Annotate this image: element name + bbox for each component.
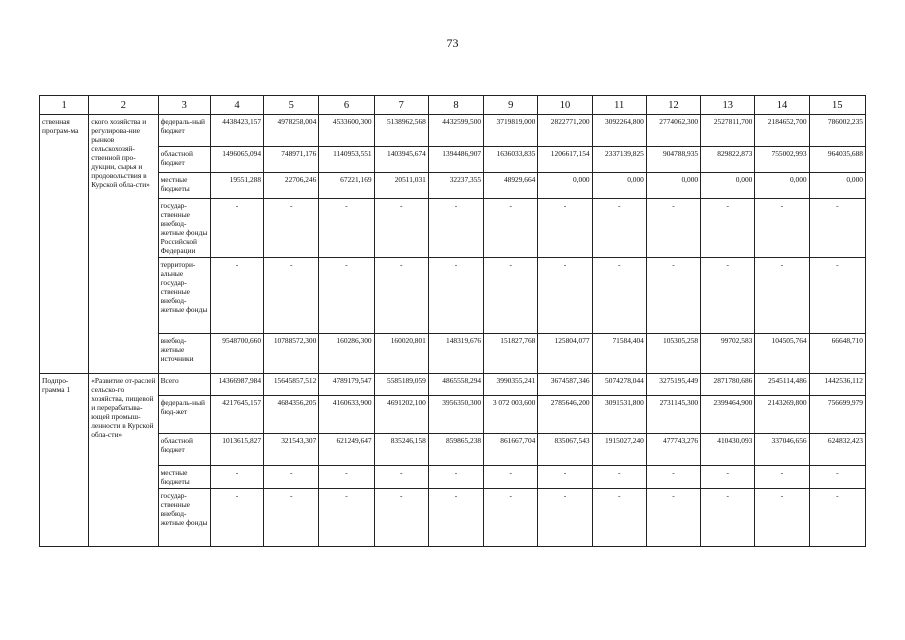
value-cell: - bbox=[319, 489, 374, 547]
column-header: 2 bbox=[89, 96, 158, 115]
value-cell: - bbox=[374, 199, 428, 258]
value-cell: 5585189,059 bbox=[374, 374, 428, 396]
value-cell: 2545114,486 bbox=[755, 374, 809, 396]
value-cell: 755002,993 bbox=[755, 147, 809, 173]
page-number: 73 bbox=[446, 36, 459, 50]
value-cell: - bbox=[538, 489, 592, 547]
value-cell: - bbox=[592, 489, 646, 547]
value-cell: - bbox=[264, 489, 319, 547]
value-cell: - bbox=[701, 199, 755, 258]
column-header: 14 bbox=[755, 96, 809, 115]
value-cell: 1636033,835 bbox=[484, 147, 538, 173]
value-cell: 2527811,700 bbox=[701, 115, 755, 147]
value-cell: 3091531,800 bbox=[592, 396, 646, 434]
value-cell: 4217645,157 bbox=[210, 396, 263, 434]
value-cell: 0,000 bbox=[755, 173, 809, 199]
value-cell: 337046,656 bbox=[755, 434, 809, 466]
value-cell: - bbox=[538, 466, 592, 489]
value-cell: - bbox=[592, 466, 646, 489]
value-cell: 66648,710 bbox=[809, 334, 865, 374]
value-cell: 4438423,157 bbox=[210, 115, 263, 147]
value-cell: 1442536,112 bbox=[809, 374, 865, 396]
table-row bbox=[40, 173, 866, 199]
value-cell: 1206617,154 bbox=[538, 147, 592, 173]
table-row bbox=[40, 258, 866, 334]
value-cell: 2184652,700 bbox=[755, 115, 809, 147]
table-row bbox=[40, 334, 866, 374]
value-cell: 3990355,241 bbox=[484, 374, 538, 396]
value-cell: - bbox=[484, 199, 538, 258]
value-cell: 9548700,660 bbox=[210, 334, 263, 374]
header-row bbox=[40, 96, 866, 115]
value-cell: - bbox=[646, 199, 700, 258]
value-cell: 15645857,512 bbox=[264, 374, 319, 396]
value-cell: 0,000 bbox=[809, 173, 865, 199]
value-cell: 624832,423 bbox=[809, 434, 865, 466]
table-row bbox=[40, 489, 866, 547]
value-cell: - bbox=[374, 489, 428, 547]
value-cell: 32237,355 bbox=[428, 173, 483, 199]
value-cell: 410430,093 bbox=[701, 434, 755, 466]
table-row bbox=[40, 199, 866, 258]
budget-table bbox=[39, 95, 866, 547]
value-cell: 4978258,004 bbox=[264, 115, 319, 147]
column-header: 10 bbox=[538, 96, 592, 115]
value-cell: 2774062,300 bbox=[646, 115, 700, 147]
value-cell: - bbox=[755, 489, 809, 547]
program-name-cell: ского хозяйства и регулирова-ние рынков сельскохозяй-ственной про-дукции, сырья и продовольствия в Курской обла-сти» bbox=[89, 115, 158, 374]
value-cell: 4432599,500 bbox=[428, 115, 483, 147]
value-cell: 2143269,800 bbox=[755, 396, 809, 434]
value-cell: 786002,235 bbox=[809, 115, 865, 147]
value-cell: 835246,158 bbox=[374, 434, 428, 466]
value-cell: 22706,246 bbox=[264, 173, 319, 199]
value-cell: - bbox=[319, 199, 374, 258]
value-cell: - bbox=[210, 199, 263, 258]
value-cell: 105305,258 bbox=[646, 334, 700, 374]
value-cell: - bbox=[701, 489, 755, 547]
value-cell: - bbox=[538, 199, 592, 258]
table-row bbox=[40, 466, 866, 489]
table-row bbox=[40, 434, 866, 466]
value-cell: 321543,307 bbox=[264, 434, 319, 466]
value-cell: 0,000 bbox=[701, 173, 755, 199]
column-header: 8 bbox=[428, 96, 483, 115]
value-cell: 2785646,200 bbox=[538, 396, 592, 434]
value-cell: - bbox=[484, 466, 538, 489]
table-row bbox=[40, 115, 866, 147]
value-cell: 0,000 bbox=[592, 173, 646, 199]
value-cell: 3 072 003,600 bbox=[484, 396, 538, 434]
value-cell: - bbox=[809, 199, 865, 258]
value-cell: - bbox=[809, 258, 865, 334]
funding-source-label: областной бюджет bbox=[158, 434, 210, 466]
value-cell: 71584,404 bbox=[592, 334, 646, 374]
value-cell: 904788,935 bbox=[646, 147, 700, 173]
value-cell: - bbox=[538, 258, 592, 334]
value-cell: 477743,276 bbox=[646, 434, 700, 466]
value-cell: - bbox=[592, 258, 646, 334]
value-cell: - bbox=[484, 258, 538, 334]
value-cell: 1013615,827 bbox=[210, 434, 263, 466]
funding-source-label: местные бюджеты bbox=[158, 466, 210, 489]
value-cell: 99702,583 bbox=[701, 334, 755, 374]
value-cell: - bbox=[374, 466, 428, 489]
value-cell: - bbox=[210, 466, 263, 489]
column-header: 3 bbox=[158, 96, 210, 115]
column-header: 7 bbox=[374, 96, 428, 115]
value-cell: - bbox=[755, 258, 809, 334]
value-cell: 859865,238 bbox=[428, 434, 483, 466]
value-cell: 148319,676 bbox=[428, 334, 483, 374]
value-cell: 3674587,346 bbox=[538, 374, 592, 396]
value-cell: - bbox=[374, 258, 428, 334]
value-cell: - bbox=[809, 466, 865, 489]
value-cell: 748971,176 bbox=[264, 147, 319, 173]
column-header: 5 bbox=[264, 96, 319, 115]
value-cell: - bbox=[484, 489, 538, 547]
value-cell: 125804,077 bbox=[538, 334, 592, 374]
value-cell: 3275195,449 bbox=[646, 374, 700, 396]
value-cell: 19551,288 bbox=[210, 173, 263, 199]
value-cell: 67221,169 bbox=[319, 173, 374, 199]
value-cell: 2337139,825 bbox=[592, 147, 646, 173]
value-cell: 1394486,907 bbox=[428, 147, 483, 173]
value-cell: - bbox=[428, 258, 483, 334]
value-cell: 861667,704 bbox=[484, 434, 538, 466]
column-header: 4 bbox=[210, 96, 263, 115]
column-header: 1 bbox=[40, 96, 89, 115]
value-cell: - bbox=[755, 199, 809, 258]
value-cell: 1496065,094 bbox=[210, 147, 263, 173]
value-cell: - bbox=[319, 466, 374, 489]
value-cell: 835067,543 bbox=[538, 434, 592, 466]
value-cell: 0,000 bbox=[646, 173, 700, 199]
value-cell: 151827,768 bbox=[484, 334, 538, 374]
value-cell: 4160633,900 bbox=[319, 396, 374, 434]
funding-source-label: внебюд-жетные источники bbox=[158, 334, 210, 374]
column-header: 11 bbox=[592, 96, 646, 115]
value-cell: 10788572,300 bbox=[264, 334, 319, 374]
value-cell: 964035,688 bbox=[809, 147, 865, 173]
value-cell: 20511,031 bbox=[374, 173, 428, 199]
value-cell: - bbox=[264, 199, 319, 258]
value-cell: 2731145,300 bbox=[646, 396, 700, 434]
column-header: 6 bbox=[319, 96, 374, 115]
funding-source-label: федераль-ный бюд-жет bbox=[158, 396, 210, 434]
value-cell: 4533600,300 bbox=[319, 115, 374, 147]
program-type-cell: Подпро-грамма 1 bbox=[40, 374, 89, 547]
column-header: 9 bbox=[484, 96, 538, 115]
value-cell: - bbox=[428, 466, 483, 489]
value-cell: 3719819,000 bbox=[484, 115, 538, 147]
value-cell: 2871780,686 bbox=[701, 374, 755, 396]
value-cell: 4691202,100 bbox=[374, 396, 428, 434]
column-header: 12 bbox=[646, 96, 700, 115]
table-row bbox=[40, 374, 866, 396]
value-cell: 160020,801 bbox=[374, 334, 428, 374]
column-header: 13 bbox=[701, 96, 755, 115]
value-cell: 1403945,674 bbox=[374, 147, 428, 173]
value-cell: - bbox=[755, 466, 809, 489]
value-cell: - bbox=[592, 199, 646, 258]
value-cell: 621249,647 bbox=[319, 434, 374, 466]
value-cell: - bbox=[701, 466, 755, 489]
value-cell: 829822,873 bbox=[701, 147, 755, 173]
value-cell: 1915027,240 bbox=[592, 434, 646, 466]
value-cell: - bbox=[428, 489, 483, 547]
value-cell: 1140953,551 bbox=[319, 147, 374, 173]
value-cell: - bbox=[646, 489, 700, 547]
value-cell: 756699,979 bbox=[809, 396, 865, 434]
value-cell: 2399464,900 bbox=[701, 396, 755, 434]
column-header: 15 bbox=[809, 96, 865, 115]
value-cell: 3092264,800 bbox=[592, 115, 646, 147]
funding-source-label: государ-ственные внебюд-жетные фонды bbox=[158, 489, 210, 547]
funding-source-label: территори-альные государ-ственные внебюд-жетные фонды bbox=[158, 258, 210, 334]
table-row bbox=[40, 147, 866, 173]
funding-source-label: государ-ственные внебюд-жетные фонды Российской Федерации bbox=[158, 199, 210, 258]
funding-source-label: областной бюджет bbox=[158, 147, 210, 173]
value-cell: 104505,764 bbox=[755, 334, 809, 374]
value-cell: 4684356,205 bbox=[264, 396, 319, 434]
table-row bbox=[40, 396, 866, 434]
value-cell: 3956350,300 bbox=[428, 396, 483, 434]
value-cell: 0,000 bbox=[538, 173, 592, 199]
program-name-cell: «Развитие от-раслей сельско-го хозяйства, пищевой и перерабатыва-ющей промыш-ленности в Курской обла-сти» bbox=[89, 374, 158, 547]
value-cell: 4789179,547 bbox=[319, 374, 374, 396]
value-cell: - bbox=[264, 258, 319, 334]
program-type-cell: ственная програм-ма bbox=[40, 115, 89, 374]
value-cell: 5074278,044 bbox=[592, 374, 646, 396]
funding-source-label: местные бюджеты bbox=[158, 173, 210, 199]
value-cell: - bbox=[428, 199, 483, 258]
value-cell: - bbox=[319, 258, 374, 334]
value-cell: 48929,664 bbox=[484, 173, 538, 199]
value-cell: 2822771,200 bbox=[538, 115, 592, 147]
value-cell: - bbox=[210, 489, 263, 547]
value-cell: - bbox=[264, 466, 319, 489]
value-cell: - bbox=[646, 466, 700, 489]
value-cell: 5138962,568 bbox=[374, 115, 428, 147]
value-cell: - bbox=[701, 258, 755, 334]
funding-source-label: Всего bbox=[158, 374, 210, 396]
value-cell: 160286,300 bbox=[319, 334, 374, 374]
value-cell: 14366987,984 bbox=[210, 374, 263, 396]
value-cell: - bbox=[646, 258, 700, 334]
funding-source-label: федераль-ный бюджет bbox=[158, 115, 210, 147]
value-cell: 4865558,294 bbox=[428, 374, 483, 396]
value-cell: - bbox=[210, 258, 263, 334]
value-cell: - bbox=[809, 489, 865, 547]
